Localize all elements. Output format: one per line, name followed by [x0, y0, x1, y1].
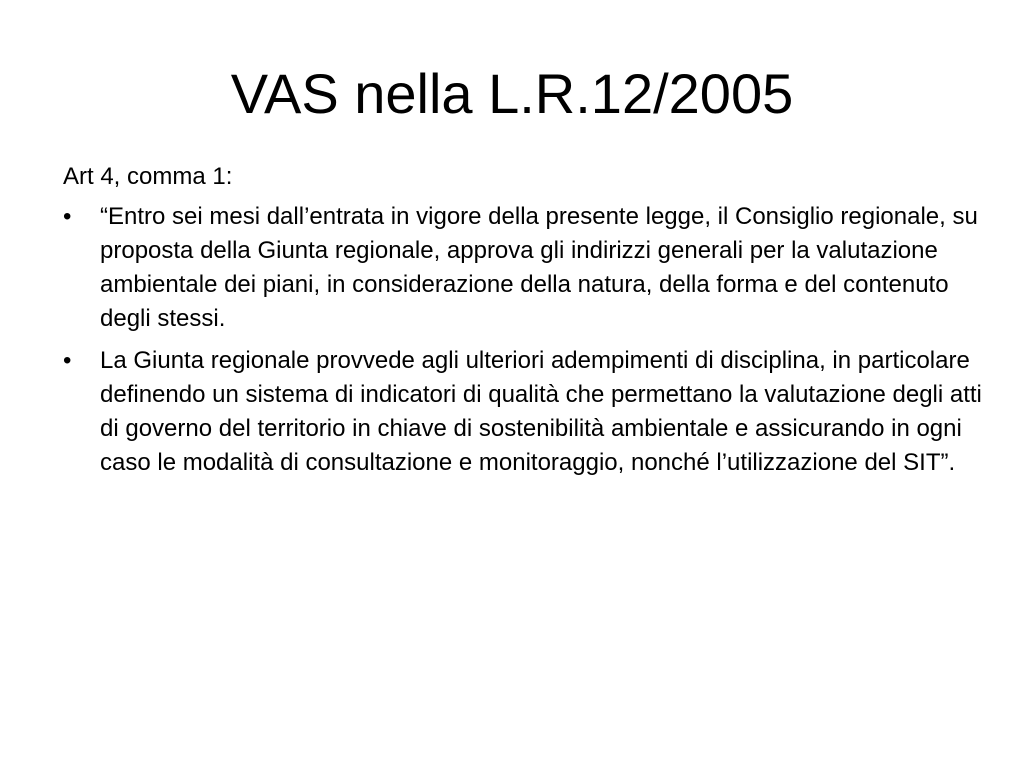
bullet-item [63, 200, 983, 336]
bullet-item [63, 344, 983, 480]
slide-body [63, 160, 983, 488]
intro-text: Art 4, comma 1: [63, 163, 233, 190]
bullet-marker-icon: • [63, 203, 72, 230]
bullet-text: “Entro sei mesi dall’entrata in vigore della presente legge, il Consiglio regionale, su proposta della Giunta regionale, approva gli indirizzi generali per la valutazione ambientale dei piani, in considerazione della natura, della forma e del contenuto degli stessi. [100, 203, 978, 332]
bullet-marker-icon: • [63, 347, 72, 374]
slide-title: VAS nella L.R.12/2005 [230, 62, 794, 125]
bullet-list [63, 200, 983, 480]
bullet-text: La Giunta regionale provvede agli ulteriori adempimenti di disciplina, in particolare definendo un sistema di indicatori di qualità che permettano la valutazione degli atti di governo del territorio in chiave di sostenibilità ambientale e assicurando in ogni caso le modalità di consultazione e monitoraggio, nonché l’utilizzazione del SIT”. [100, 347, 982, 476]
